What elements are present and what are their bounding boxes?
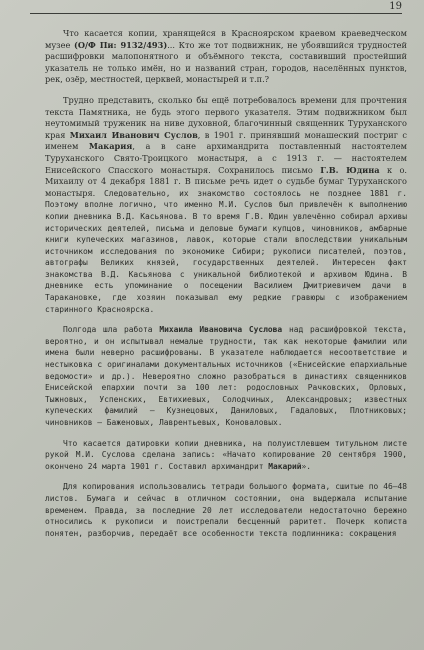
archive-reference: (О/Ф Пи: 9132/493) xyxy=(74,39,168,50)
page-body xyxy=(45,28,407,539)
paragraph-1: Что касается копии, хранящейся в Красноярском краевом краеведческом музее (О/Ф Пи: 9132/493)... Кто же тот подвижник, не убоявшийся трудностей расшифровки малопонятного и объёмного текста, составивший простейший указатель не только имён, но и названий стран, городов, населённых пунктов, рек, озёр, местностей, церквей, монастырей и т.п.? xyxy=(45,28,407,85)
name-suslov-full: Михаила Ивановича Суслова xyxy=(159,325,283,335)
paragraph-5: Для копирования использовались тетради большого формата, сшитые по 46—48 листов. Бумага и сейчас в отличном состоянии, она выдержала испытание временем. Правда, за последние 20 лет исследователи недостаточно бережно относились к рукописи и поистрепали бесценный раритет. Почерк кописта понятен, разборчив, передаёт все особенности текста подлинника: сокращения xyxy=(45,482,407,538)
name-yudin: Г.В. Юдина xyxy=(320,164,380,175)
paragraph-3: Полгода шла работа Михаила Ивановича Суслова над расшифровкой текста, вероятно, и он испытывал немалые трудности, так как некоторые фамилии или имена были неверно расшифрованы. В указателе наблюдается несоответствие и нестыковка с оригиналами документальных источников («Енисейские епархиальные ведомости» и др.). Невероятно сложно разобраться в династиях священников Енисейской епархии почти за 100 лет: родословных Рачковских, Орловых, Тыжновых, Успенских, Евтихиевых, Солодчиных, Александровых; известных купеческих фамилий — Кузнецовых, Даниловых, Гадаловых, Плотниковых; чиновников — Баженовых, Лаврентьевых, Коноваловых. xyxy=(45,325,408,427)
page-number: 19 xyxy=(389,1,402,12)
name-makariy: Макария xyxy=(88,141,133,152)
header-rule xyxy=(30,13,402,14)
paragraph-2: Трудно представить, сколько бы ещё потребовалось времени для прочтения текста Памятника, не будь этого первого указателя. Этим подвижником был неутомимый труженик на ниве духовной, благочинный священник Туруханского края Михаил Иванович Суслов, в 1901 г. принявший монашеский постриг с именем Макария, а в сане архимандрита поставленный настоятелем Туруханского Свято-Троицкого монастыря, а с 1913 г. — настоятелем Енисейского Спасского монастыря. Сохранилось письмо Г.В. Юдина к о. Михаилу от 4 декабря 1881 г. В письме речь идет о судьбе бумаг Туруханского монастыря. Следовательно, их знакомство состоялось не позднее 1881 г. Поэтому вполне логично, что именно М.И. Суслов был привлечён к выполнению копии дневника В.Д. Касьянова. В то время Г.В. Юдин увлечённо собирал архивы исторических деятелей, письма и деловые бумаги купцов, чиновников, амбарные книги купеческих магазинов, лавок, которые стали впоследствии уникальным источником исследования по экономике Сибири; рукописи писателей, поэтов, автографы Великих князей, государственных деятелей. Интересен факт знакомства В.Д. Касьянова с уникальной библиотекой и архивом Юдина. В дневнике есть упоминание о посещении Василием Дмитриевичем дачи в Таракановке, где хозяин показывал ему редкие гравюры с изображением старинного Красноярска. xyxy=(45,94,408,314)
name-makariy-signature: Макарий xyxy=(268,461,302,471)
paragraph-2-continued: Следовательно, их знакомство состоялось не позднее 1881 г. Поэтому вполне логично, что именно М.И. Суслов был привлечён к выполнению копии дневника В.Д. Касьянова. В то время Г.В. Юдин увлечённо собирал архивы исторических деятелей, письма и деловые бумаги купцов, чиновников, амбарные книги купеческих магазинов, лавок, которые стали впоследствии уникальным источником исследования по экономике Сибири; рукописи писателей, поэтов, автографы Великих князей, государственных деятелей. Интересен факт знакомства В.Д. Касьянова с уникальной библиотекой и архивом Юдина. В дневнике есть упоминание о посещении Василием Дмитриевичем дачи в Таракановке, где хозяин показывал ему редкие гравюры с изображением старинного Красноярска. xyxy=(45,188,407,314)
name-suslov: Михаил Иванович Суслов xyxy=(69,129,198,140)
paragraph-4: Что касается датировки копии дневника, на полуистлевшем титульном листе рукой М.И. Суслова сделана запись: «Начато копирование 20 сентября 1900, окончено 24 марта 1901 г. Составил архимандрит Макарий». xyxy=(45,438,407,471)
